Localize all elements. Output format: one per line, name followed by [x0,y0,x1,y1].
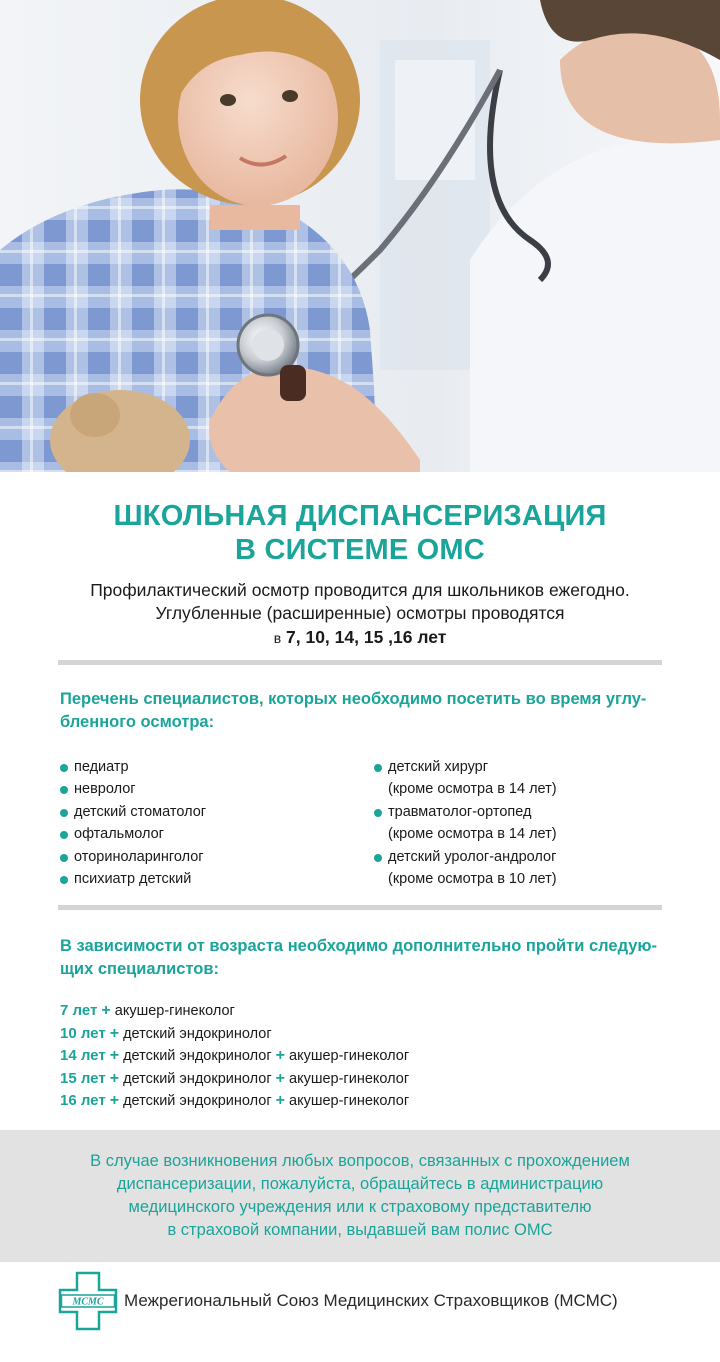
bullet-icon [60,786,68,794]
plus-icon: + [109,1092,120,1110]
bullet-icon [60,764,68,772]
hero-photo [0,0,720,472]
list-item [60,868,360,890]
bullet-icon [374,854,382,862]
list-item-note [374,778,694,800]
age-label: 10 лет [60,1024,106,1042]
intro-ages-prefix: в [273,630,282,646]
list-item [60,778,360,800]
contact-notice [0,1130,720,1262]
specialist-label: акушер-гинеколог [289,1070,410,1087]
notice-line-3: медицинского учреждения или к страховому представителю [128,1198,592,1216]
list-item-label: психиатр детский [74,870,192,887]
list-item [60,756,360,778]
list-item-label: невролог [74,781,136,798]
list-item-note [374,868,694,890]
list-item-label: детский хирург [388,759,489,775]
footer [0,1262,720,1362]
list-item-label: травматолог-ортопед [388,803,532,820]
plus-icon: + [275,1092,285,1110]
additional-heading-line-2: щих специалистов: [60,960,219,978]
specialists-list-right [374,756,694,890]
list-item-label: педиатр [74,759,129,775]
specialist-label: детский эндокринолог [123,1048,272,1065]
specialist-label: акушер-гинеколог [289,1093,410,1110]
specialist-label: детский эндокринолог [123,1093,272,1110]
plus-icon: + [109,1024,120,1042]
plus-icon: + [109,1069,120,1087]
list-item-label: офтальмолог [74,826,164,843]
list-item [374,846,694,868]
list-item [374,801,694,823]
age-label: 15 лет [60,1069,106,1087]
specialists-heading [60,688,670,734]
plus-icon: + [109,1047,120,1065]
list-item-note [374,823,694,845]
notice-line-1: В случае возникновения любых вопросов, связанных с прохождением [90,1152,630,1170]
specialist-label: акушер-гинеколог [114,1003,235,1019]
specialist-label: детский эндокринолог [123,1070,272,1087]
age-label: 7 лет [60,1002,98,1019]
intro-line-2: Углубленные (расширенные) осмотры проводятся [155,603,565,623]
plus-icon: + [275,1047,285,1065]
bullet-icon [374,809,382,817]
bullet-icon [374,764,382,772]
bullet-icon [60,876,68,884]
specialists-heading-line-1: Перечень специалистов, которых необходимо посетить во время углу- [60,690,647,708]
divider [58,905,662,910]
specialists-list-left [60,756,360,890]
list-item-note-label: (кроме осмотра в 14 лет) [388,826,557,843]
list-item-label: детский стоматолог [74,803,207,820]
msms-logo-icon [57,1270,119,1332]
additional-heading [60,935,670,981]
age-label: 14 лет [60,1047,106,1065]
specialist-label: акушер-гинеколог [289,1048,410,1065]
plus-icon: + [275,1069,285,1087]
age-row-14 [60,1045,680,1068]
list-item-label: детский уролог-андролог [388,848,557,865]
page-title-line-2: В СИСТЕМЕ ОМС [235,534,485,566]
plus-icon: + [101,1002,111,1019]
organization-name: Межрегиональный Союз Медицинских Страховщиков (МСМС) [124,1291,618,1310]
notice-line-4: в страховой компании, выдавшей вам полис ОМС [167,1221,553,1239]
intro-ages: 7, 10, 14, 15 ,16 лет [286,627,447,647]
page-title-line-1: ШКОЛЬНАЯ ДИСПАНСЕРИЗАЦИЯ [113,500,607,532]
age-row-7 [60,1000,680,1023]
age-row-10 [60,1023,680,1046]
notice-line-2: диспансеризации, пожалуйста, обращайтесь в администрацию [116,1175,604,1193]
list-item [60,846,360,868]
intro-line-3 [0,625,720,650]
specialist-label: детский эндокринолог [123,1025,272,1042]
intro-line-1: Профилактический осмотр проводится для школьников ежегодно. [90,580,630,600]
divider [58,660,662,665]
list-item-note-label: (кроме осмотра в 10 лет) [388,870,557,887]
bullet-icon [60,831,68,839]
list-item [60,823,360,845]
age-row-15 [60,1068,680,1091]
list-item-label: оториноларинголог [74,848,204,865]
bullet-icon [60,809,68,817]
bullet-icon [60,854,68,862]
list-item [60,801,360,823]
list-item [374,756,694,778]
age-specialists-list [60,1000,680,1113]
age-label: 16 лет [60,1092,106,1110]
logo-text: МСМС [72,1296,104,1308]
list-item-note-label: (кроме осмотра в 14 лет) [388,781,557,798]
specialists-heading-line-2: бленного осмотра: [60,713,215,731]
additional-heading-line-1: В зависимости от возраста необходимо дополнительно пройти следую- [60,937,658,955]
doctor-child-illustration [0,0,720,472]
age-row-16 [60,1090,680,1113]
